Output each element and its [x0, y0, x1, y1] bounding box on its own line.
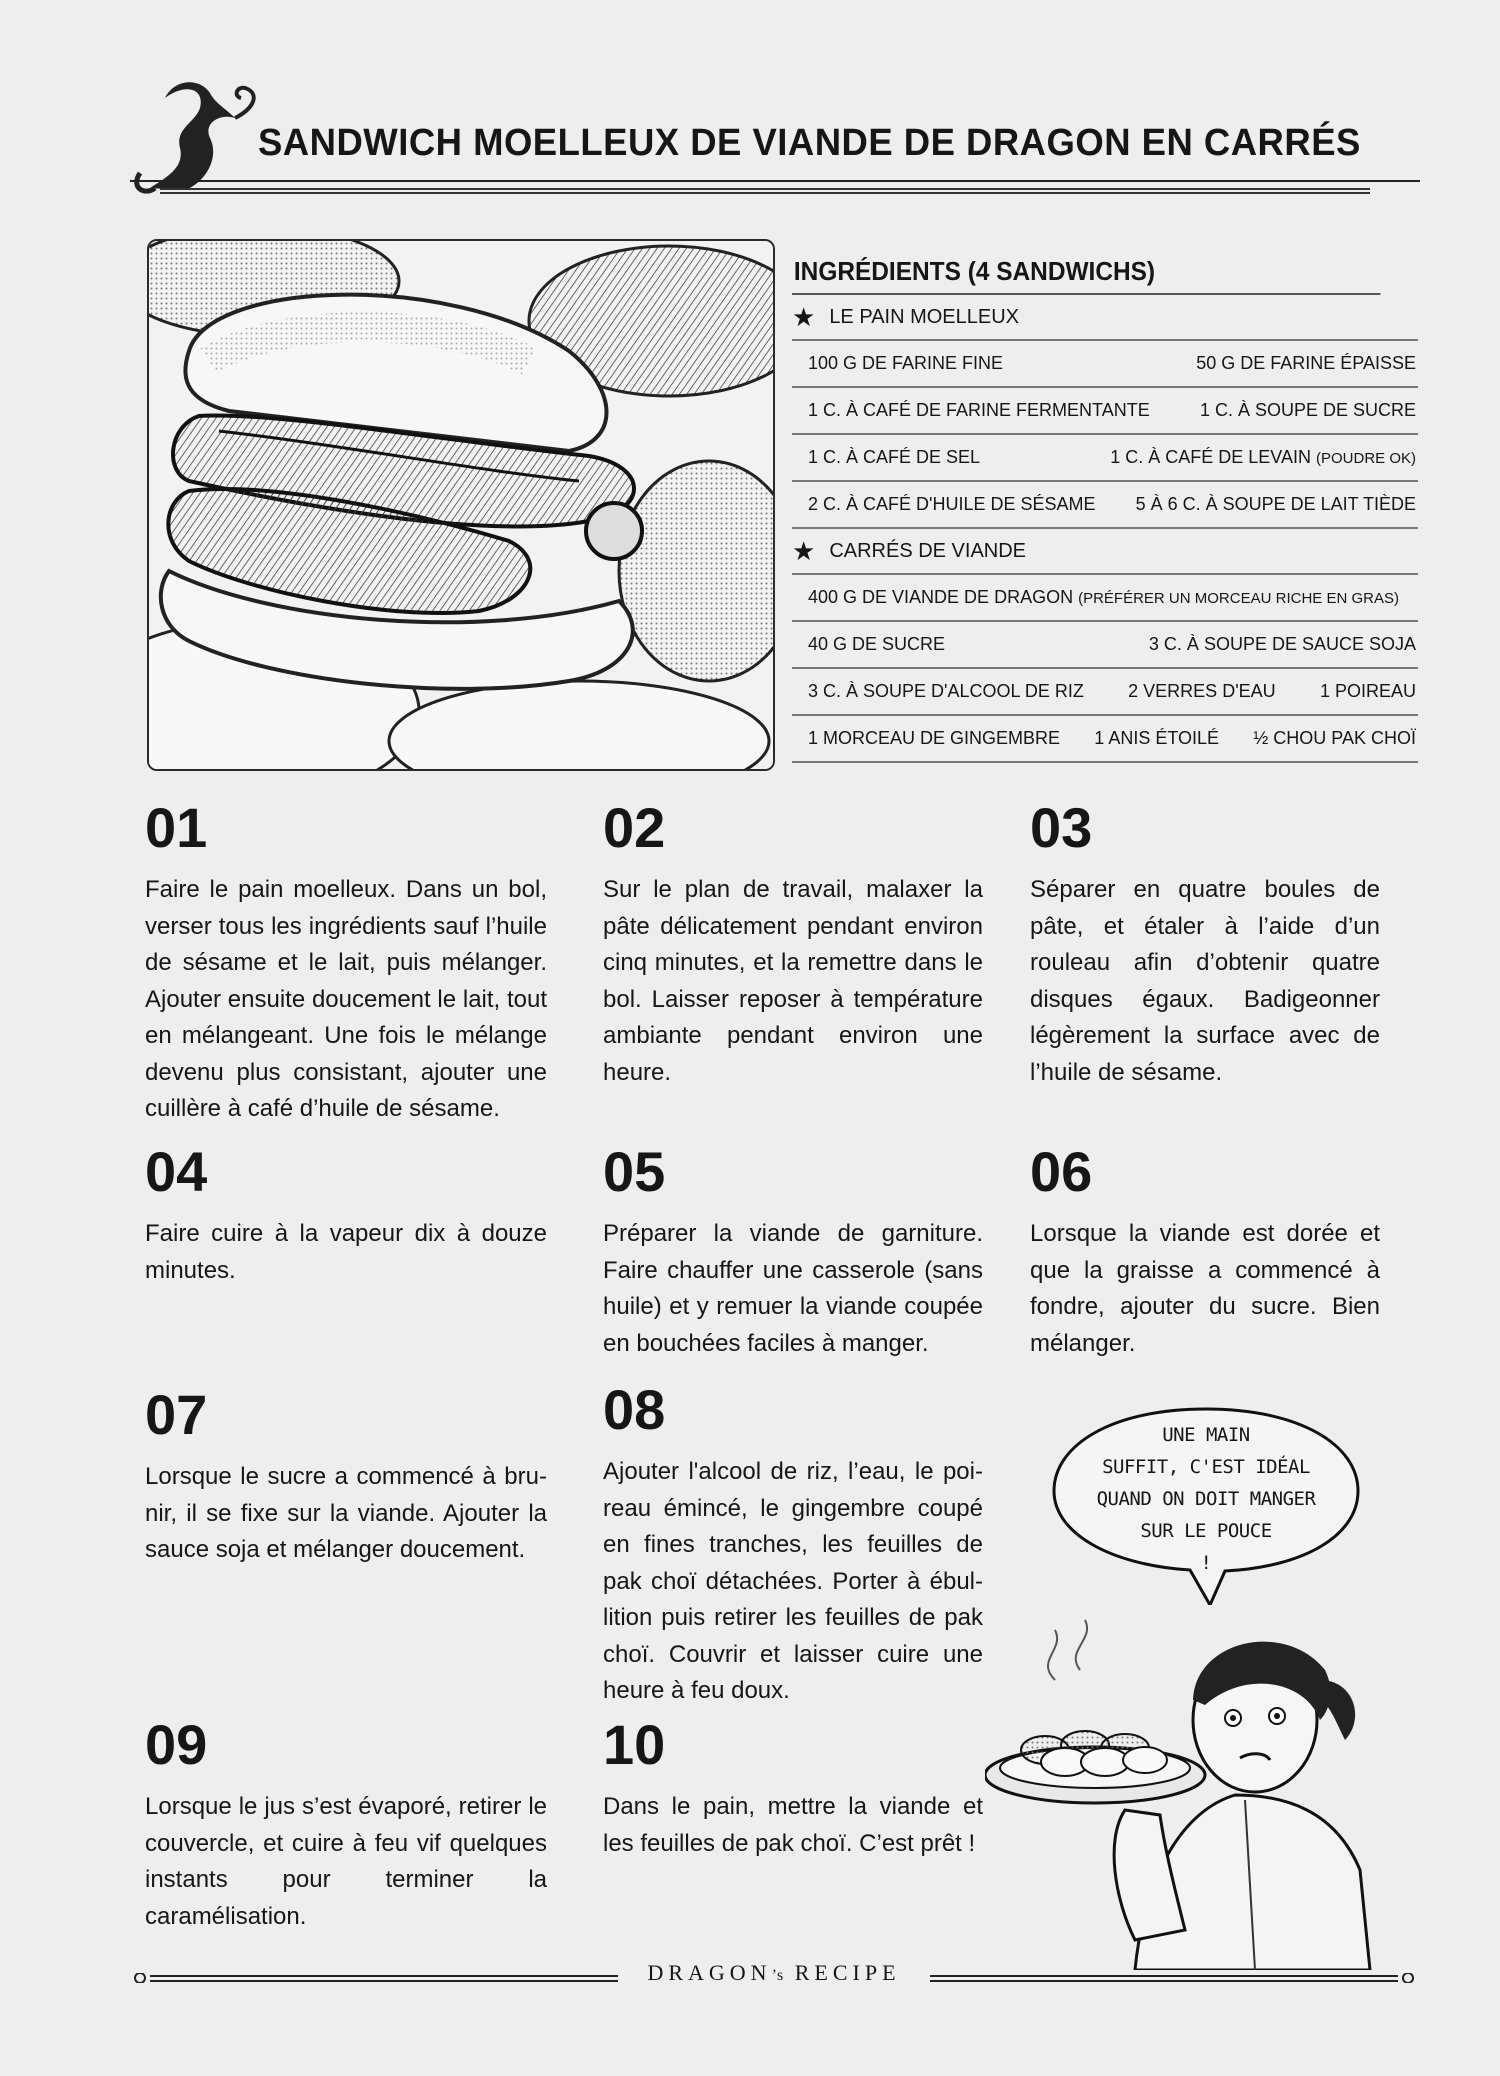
ingredient-item: 40 G DE SUCRE: [808, 634, 946, 654]
step-text: Préparer la viande de garniture. Faire chauffer une casserole (sans huile) et y remuer la viande coupée en bouchées faciles à manger.: [603, 1220, 983, 1357]
step-text: Séparer en quatre boules de pâte, et étaler à l’aide d’un rouleau afin d’obtenir quatre disques égaux. Badigeonner légèrement la surface avec de l’huile de sésame.: [1030, 876, 1380, 1086]
ingredient-row: [792, 622, 1418, 669]
step-number: 07: [145, 1383, 208, 1446]
section-label: LE PAIN MOELLEUX: [829, 305, 1020, 328]
ingredient-row: [792, 388, 1418, 435]
footer-word: RECIPE: [794, 1960, 901, 1985]
ingredient-row: [792, 669, 1418, 716]
footer-rule-left: [130, 1973, 618, 1983]
step-08: [603, 1378, 983, 1710]
step-text: Lorsque la viande est dorée et que la graisse a commencé à fondre, ajouter du sucre. Bien mélanger.: [1030, 1220, 1380, 1357]
ingredient-note: (POUDRE OK): [1315, 450, 1416, 467]
step-text: Sur le plan de travail, malaxer la pâte délicatement pendant environ cinq minutes, et la remettre dans le bol. Laisser reposer à température ambiante pendant environ une heure.: [603, 876, 983, 1086]
step-06: [1030, 1140, 1380, 1362]
ingredient-item: 2 VERRES D'EAU: [1128, 681, 1276, 701]
ingredient-item: 1 ANIS ÉTOILÉ: [1094, 728, 1220, 748]
step-text: Dans le pain, mettre la viande et les feuilles de pak choï. C’est prêt !: [603, 1793, 983, 1857]
step-text: Faire le pain moelleux. Dans un bol, verser tous les ingrédients sauf l’huile de sésame et le lait, puis mélanger. Ajouter ensuite doucement le lait, tout en mélangeant. Une fois le mélange devenu plus consistant, ajouter une cuillère à café d’huile de sésame.: [145, 876, 547, 1122]
ingredient-item-main: 1 C. À CAFÉ DE LEVAIN: [1110, 447, 1311, 467]
step-number: 02: [603, 796, 666, 859]
footer-word: ’s: [771, 1967, 785, 1984]
ingredient-item: ½ CHOU PAK CHOÏ: [1253, 728, 1416, 748]
ingredient-item: 3 C. À SOUPE DE SAUCE SOJA: [1148, 634, 1416, 654]
ingredient-section-meat: [792, 529, 1418, 575]
step-number: 05: [603, 1140, 666, 1203]
ingredient-item: 3 C. À SOUPE D'ALCOOL DE RIZ: [808, 681, 1084, 701]
footer-word: DRAGON: [647, 1960, 772, 1985]
ingredients-panel: [792, 252, 1418, 763]
bubble-line: UNE MAIN: [1162, 1424, 1250, 1446]
sandwich-illustration: [147, 239, 775, 771]
step-05: [603, 1140, 983, 1362]
ingredient-row: [792, 341, 1418, 388]
step-01: [145, 796, 547, 1128]
ingredient-row: [792, 435, 1418, 482]
step-text: Lorsque le jus s’est évaporé, retirer le couvercle, et cuire à feu vif quelques instants pour terminer la caramélisation.: [145, 1793, 547, 1930]
ingredient-item: 1 C. À CAFÉ DE FARINE FERMENTANTE: [808, 400, 1150, 420]
footer-rule-right: [930, 1973, 1418, 1983]
step-10: [603, 1713, 983, 1862]
ingredient-item: 1 POIREAU: [1319, 681, 1416, 701]
chef-illustration: [985, 1610, 1385, 1970]
section-label: CARRÉS DE VIANDE: [829, 539, 1027, 562]
step-03: [1030, 796, 1380, 1091]
ingredients-title: INGRÉDIENTS (4 SANDWICHS): [792, 252, 1380, 295]
ingredient-item: 2 C. À CAFÉ D'HUILE DE SÉSAME: [808, 494, 1096, 514]
step-number: 08: [603, 1378, 666, 1441]
recipe-title: SANDWICH MOELLEUX DE VIANDE DE DRAGON EN CARRÉS: [258, 122, 1361, 164]
bubble-line: SUR LE POUCE: [1140, 1520, 1272, 1542]
star-icon: ★: [792, 536, 816, 566]
ingredient-section-bread: [792, 295, 1418, 341]
step-number: 04: [145, 1140, 208, 1203]
ingredient-row: [792, 716, 1418, 763]
step-09: [145, 1713, 547, 1935]
ingredient-item: 1 C. À CAFÉ DE SEL: [808, 447, 981, 467]
step-07: [145, 1383, 547, 1569]
ingredient-item: 5 À 6 C. À SOUPE DE LAIT TIÈDE: [1135, 494, 1416, 514]
ingredient-row: [792, 575, 1418, 622]
footer-brand: [618, 1960, 930, 1986]
ingredient-item-main: 400 G DE VIANDE DE DRAGON: [808, 587, 1074, 607]
bubble-line: QUAND ON DOIT MANGER: [1096, 1488, 1316, 1510]
step-number: 09: [145, 1713, 208, 1776]
step-number: 03: [1030, 796, 1093, 859]
ingredient-item: [1110, 447, 1416, 468]
step-04: [145, 1140, 547, 1289]
step-number: 01: [145, 796, 208, 859]
bubble-line: SUFFIT, C'EST IDÉAL: [1102, 1456, 1310, 1478]
step-number: 10: [603, 1713, 666, 1776]
step-text: Lorsque le sucre a commencé à brunir, il se fixe sur la viande. Ajouter la sauce soja et mélanger doucement.: [145, 1463, 547, 1563]
step-02: [603, 796, 983, 1091]
speech-bubble: [1050, 1405, 1362, 1585]
speech-bubble-text: [1080, 1419, 1332, 1579]
header-double-rule: [160, 188, 1370, 194]
star-icon: ★: [792, 302, 816, 332]
ingredient-item: 50 G DE FARINE ÉPAISSE: [1196, 353, 1416, 373]
ingredient-item: [808, 587, 1399, 608]
step-number: 06: [1030, 1140, 1093, 1203]
bubble-line: !: [1200, 1552, 1212, 1574]
ingredient-row: [792, 482, 1418, 529]
step-text: Ajouter l'alcool de riz, l’eau, le poireau émincé, le gingembre coupé en fines tranches, les feuilles de pak choï détachées. Porter à ébullition puis retirer les feuilles de pak choï. Couvrir et laisser cuire une heure à feu doux.: [603, 1458, 983, 1704]
step-text: Faire cuire à la vapeur dix à douze minutes.: [145, 1220, 547, 1284]
ingredient-note: (PRÉFÉRER UN MORCEAU RICHE EN GRAS): [1078, 590, 1399, 607]
ingredient-item: 1 C. À SOUPE DE SUCRE: [1199, 400, 1416, 420]
ingredient-item: 1 MORCEAU DE GINGEMBRE: [808, 728, 1061, 748]
ingredient-item: 100 G DE FARINE FINE: [808, 353, 1004, 373]
header-rule: [130, 180, 1420, 182]
